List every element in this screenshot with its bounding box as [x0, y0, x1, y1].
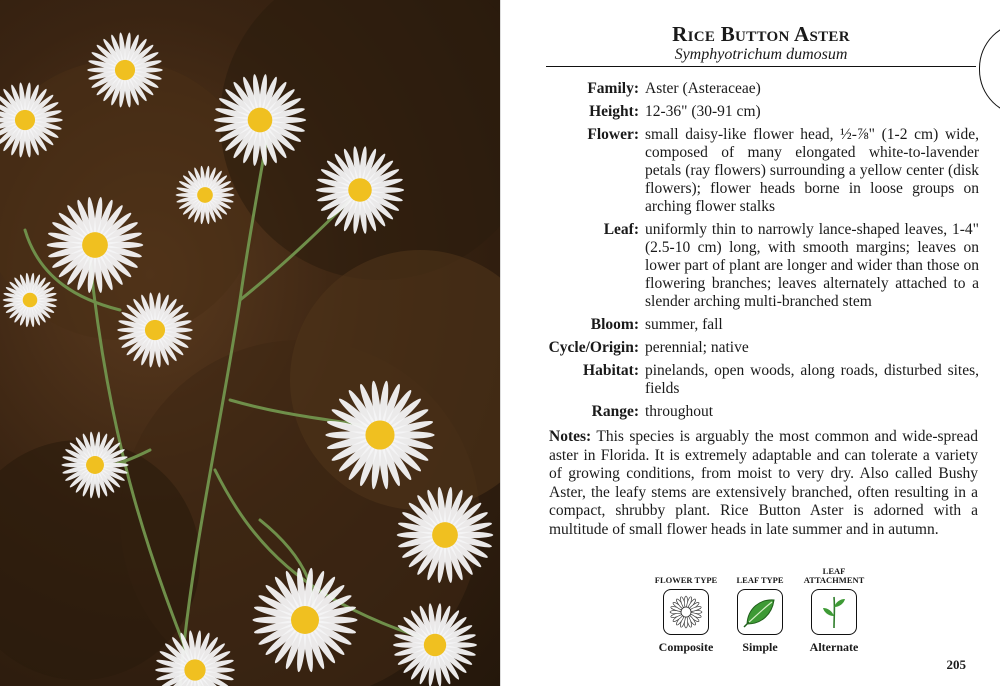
- field-value: small daisy-like flower head, ½-⅞" (1-2 cm) wide, composed of many elongated white-to-lavender petals (ray flowers) surrounding a yellow center (disk flowers); flower heads borne in loose groups on arching flower stalks: [645, 126, 979, 215]
- field-cycle-origin: [541, 339, 979, 357]
- notes-label: Notes:: [549, 428, 592, 445]
- simple-leaf-icon: [737, 589, 783, 635]
- species-header: [546, 22, 976, 64]
- page-number: 205: [946, 657, 966, 672]
- field-value: perennial; native: [645, 339, 749, 356]
- icon-caption: FLOWER TYPE: [654, 575, 718, 585]
- notes-text: This species is arguably the most common and wide-spread aster in Florida. It is extremely adaptable and can tolerate a variety of growing conditions, from moist to very dry. Also called Bushy Aster, the leafy stems are extensively branched, often resulting in a compact, shrubby plant. Rice Button Aster is adorned with a multitude of small flower heads in late summer and in autumn.: [549, 428, 978, 538]
- field-bloom: [541, 316, 979, 334]
- field-flower: [541, 126, 979, 216]
- field-value: summer, fall: [645, 316, 723, 333]
- leaf-type-key: [723, 565, 797, 655]
- header-rule: [546, 66, 976, 67]
- field-label: Habitat:: [583, 362, 639, 379]
- field-value: pinelands, open woods, along roads, disturbed sites, fields: [645, 362, 979, 397]
- field-range: [541, 403, 979, 421]
- thumb-tab: [979, 22, 1000, 116]
- alternate-leaf-icon: [811, 589, 857, 635]
- icon-name: Alternate: [809, 640, 859, 654]
- field-label: Bloom:: [590, 316, 639, 333]
- leaf-attachment-key: [797, 565, 871, 655]
- field-height: [541, 103, 979, 121]
- field-value: Aster (Asteraceae): [645, 80, 761, 97]
- scientific-name: Symphyotrichum dumosum: [674, 46, 848, 63]
- icon-caption: LEAF TYPE: [736, 575, 784, 585]
- field-value: uniformly thin to narrowly lance-shaped leaves, 1-4" (2.5-10 cm) long, with smooth margins; leaves on lower part of plant are longer and wider than those on flowering branches; leaves alternately attached to a slender arching multi-branched stem: [645, 221, 979, 310]
- notes-paragraph: [549, 428, 978, 539]
- icon-name: Composite: [658, 640, 714, 654]
- field-label: Height:: [589, 103, 639, 120]
- identification-icons: [649, 565, 871, 665]
- composite-flower-icon: [663, 589, 709, 635]
- species-fields: [541, 80, 979, 426]
- field-value: throughout: [645, 403, 714, 420]
- flower-type-key: [649, 565, 723, 655]
- field-label: Range:: [591, 403, 639, 420]
- field-habitat: [541, 362, 979, 398]
- field-family: [541, 80, 979, 98]
- field-guide-page: [500, 0, 1000, 686]
- common-name: Rice Button Aster: [672, 22, 850, 46]
- field-label: Family:: [587, 80, 639, 97]
- field-label: Flower:: [587, 126, 639, 143]
- icon-caption: LEAF ATTACHMENT: [803, 566, 865, 585]
- icon-name: Simple: [742, 640, 778, 654]
- field-leaf: [541, 221, 979, 311]
- field-label: Cycle/Origin:: [548, 339, 639, 356]
- field-label: Leaf:: [603, 221, 639, 238]
- field-value: 12-36" (30-91 cm): [645, 103, 761, 120]
